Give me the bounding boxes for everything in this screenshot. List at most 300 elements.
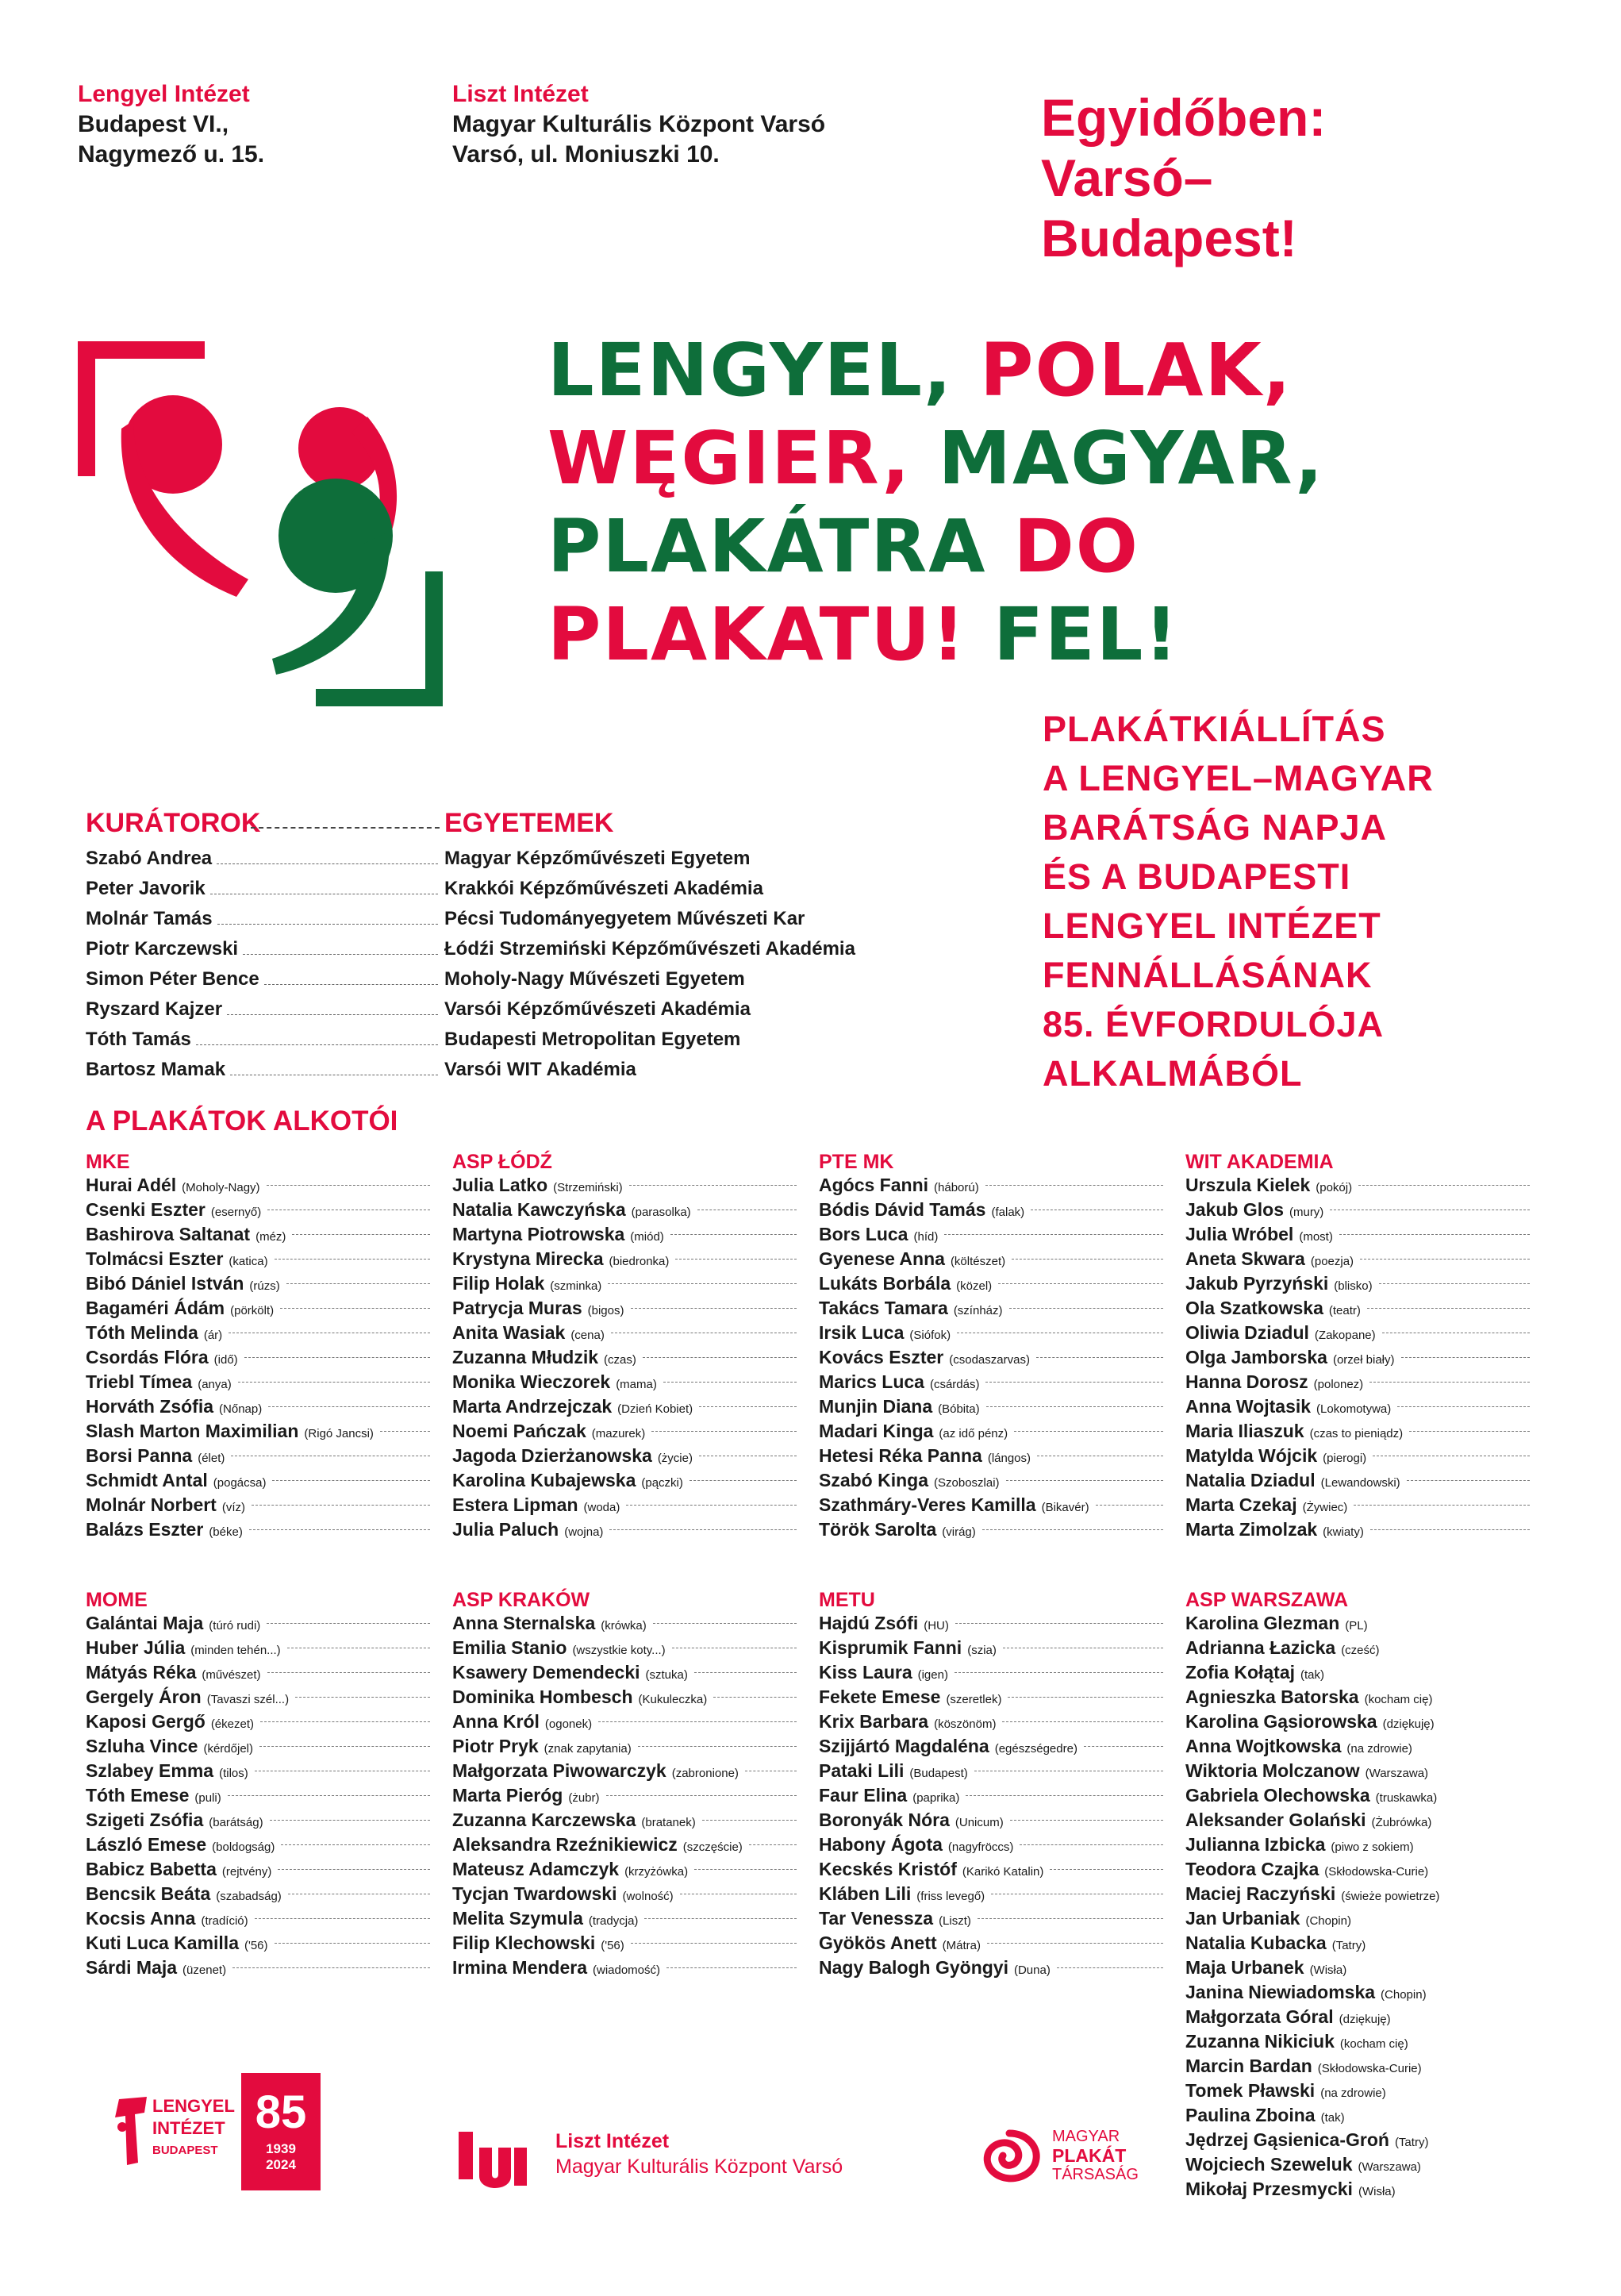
artist-poster-theme: (Tatry) (1331, 1939, 1366, 1952)
dash-leader (1367, 1308, 1530, 1309)
artist-entry (1185, 1637, 1535, 1662)
headline-word-fel: FEL! (993, 592, 1180, 677)
artist-name: Maciej Raczyński (1185, 1883, 1336, 1904)
artist-entry (86, 1637, 435, 1662)
artist-poster-theme: (zabronione) (671, 1767, 739, 1780)
curator-name: Bartosz Mamak (86, 1059, 226, 1080)
artist-poster-theme: (dziękuję) (1339, 2013, 1391, 2026)
artist-poster-theme: (mury) (1289, 1206, 1324, 1219)
artist-poster-theme: (Nőnap) (219, 1402, 263, 1416)
artist-poster-theme: (Kukuleczka) (638, 1693, 708, 1706)
artist-poster-theme: (híd) (913, 1230, 939, 1244)
artist-poster-theme: (esernyő) (210, 1206, 262, 1219)
artist-poster-theme: (kocham cię) (1364, 1693, 1433, 1706)
artist-entry (452, 1834, 801, 1859)
dash-leader (631, 1308, 797, 1309)
artist-name: Natalia Kubacka (1185, 1933, 1327, 1953)
artist-name: Slash Marton Maximilian (86, 1421, 299, 1441)
artist-entry (86, 1809, 435, 1834)
artist-poster-theme: (pörkölt) (230, 1304, 275, 1317)
artist-entry (819, 1470, 1168, 1494)
artist-entry (1185, 1809, 1535, 1834)
artist-name: Szluha Vince (86, 1736, 198, 1756)
artist-entry (819, 1809, 1168, 1834)
artist-poster-theme: (Duna) (1013, 1963, 1051, 1977)
artist-name: Karolina Gąsiorowska (1185, 1711, 1377, 1732)
artist-entry (819, 1494, 1168, 1519)
artist-name: Matylda Wójcik (1185, 1445, 1318, 1466)
dash-leader (985, 1382, 1163, 1383)
artist-poster-theme: (Karikó Katalin) (962, 1865, 1044, 1879)
artist-name: Małgorzata Piwowarczyk (452, 1760, 666, 1781)
artist-poster-theme: (wolność) (622, 1890, 674, 1903)
artist-group-title: MKE (86, 1151, 130, 1173)
anniversary-year-end: 2024 (266, 2157, 296, 2172)
artist-poster-theme: (miód) (630, 1230, 664, 1244)
artist-poster-theme: (szeretlek) (946, 1693, 1002, 1706)
dash-leader (690, 1480, 797, 1481)
artist-name: Agnieszka Batorska (1185, 1686, 1359, 1707)
artist-entry (819, 1248, 1168, 1273)
artist-name: Małgorzata Góral (1185, 2006, 1334, 2027)
artist-entry (452, 1785, 801, 1809)
artist-name: Mikołaj Przesmycki (1185, 2179, 1353, 2199)
artist-entry (86, 1859, 435, 1883)
artist-poster-theme: (Tavaszi szél...) (206, 1693, 290, 1706)
artist-name: Pataki Lili (819, 1760, 905, 1781)
artist-entry (452, 1175, 801, 1199)
artist-name: Triebl Tímea (86, 1371, 193, 1392)
lengyel-logo-line: BUDAPEST (152, 2144, 218, 2157)
artist-entry (452, 1809, 801, 1834)
artist-name: Mateusz Adamczyk (452, 1859, 620, 1879)
venue-budapest-name: Lengyel Intézet (78, 81, 250, 107)
artist-poster-theme: (piwo z sokiem) (1331, 1840, 1414, 1854)
artist-poster-theme: (nagyfröccs) (947, 1840, 1014, 1854)
artist-name: Aleksandra Rzeźnikiewicz (452, 1834, 678, 1855)
headline-word-do: DO (1013, 504, 1140, 589)
artist-name: Karolina Glezman (1185, 1613, 1340, 1633)
artist-name: Agócs Fanni (819, 1175, 929, 1195)
artist-poster-theme: (pogácsa) (213, 1476, 267, 1490)
artist-name: Hetesi Réka Panna (819, 1445, 982, 1466)
dash-leader (713, 1697, 797, 1698)
artist-poster-theme: (mama) (616, 1378, 657, 1391)
artist-group-column (86, 1587, 435, 1982)
artist-name: Marics Luca (819, 1371, 924, 1392)
artist-poster-theme: (życie) (657, 1452, 693, 1465)
artist-poster-theme: (friss levegő) (916, 1890, 985, 1903)
dash-leader (651, 1431, 797, 1432)
artist-entry (452, 1273, 801, 1298)
artist-entry (86, 1322, 435, 1347)
artist-name: Csordás Flóra (86, 1347, 209, 1367)
artist-poster-theme: (Moholy-Nagy) (182, 1181, 260, 1194)
artist-poster-theme: (katica) (229, 1255, 268, 1268)
artist-entry (1185, 1957, 1535, 1982)
artist-name: Szathmáry-Veres Kamilla (819, 1494, 1036, 1515)
artist-poster-theme: (egészségedre) (994, 1742, 1077, 1756)
tagline-line3: Budapest! (1041, 209, 1297, 267)
artist-poster-theme: (Lewandowski) (1320, 1476, 1400, 1490)
lengyel-logo-line: LENGYEL (152, 2096, 235, 2116)
artist-entry (819, 1613, 1168, 1637)
dash-leader (986, 1406, 1163, 1407)
artist-group-column (819, 1587, 1168, 1982)
artist-entry (819, 1883, 1168, 1908)
curator-university: Varsói Képzőművészeti Akadémia (444, 998, 751, 1020)
dash-leader (626, 1505, 797, 1506)
artist-name: Horváth Zsófia (86, 1396, 214, 1417)
artist-poster-theme: (Bóbita) (938, 1402, 980, 1416)
artist-poster-theme: (na zdrowie) (1346, 1742, 1412, 1756)
artist-name: Dominika Hombesch (452, 1686, 633, 1707)
artist-entry (452, 1613, 801, 1637)
artist-poster-theme: (tradycja) (588, 1914, 639, 1928)
artist-entry (1185, 1711, 1535, 1736)
artist-name: Gergely Áron (86, 1686, 202, 1707)
dash-leader (270, 1820, 430, 1821)
artist-name: Zuzanna Karczewska (452, 1809, 636, 1830)
artist-poster-theme: (Rigó Jancsi) (304, 1427, 374, 1440)
artist-entry (86, 1347, 435, 1371)
artist-entry (86, 1613, 435, 1637)
artist-name: Julia Wróbel (1185, 1224, 1294, 1244)
dash-leader (268, 1406, 430, 1407)
dash-leader (249, 1529, 430, 1530)
artist-name: Julia Paluch (452, 1519, 559, 1540)
artist-name: Sárdi Maja (86, 1957, 178, 1978)
artist-entry (819, 1421, 1168, 1445)
artist-entry (1185, 1421, 1535, 1445)
artist-name: László Emese (86, 1834, 207, 1855)
dash-leader (1010, 1820, 1163, 1821)
artist-entry (1185, 2129, 1535, 2154)
artist-name: Csenki Eszter (86, 1199, 206, 1220)
artist-poster-theme: (truskawka) (1375, 1791, 1438, 1805)
curator-university: Krakkói Képzőművészeti Akadémia (444, 878, 763, 899)
artist-poster-theme: (köszönöm) (934, 1717, 997, 1731)
artist-name: Kláben Lili (819, 1883, 912, 1904)
dash-leader (663, 1382, 797, 1383)
dash-leader (380, 1431, 430, 1432)
artist-entry (86, 1957, 435, 1982)
artist-entry (452, 1445, 801, 1470)
dash-leader (1020, 1844, 1163, 1845)
dash-leader (292, 1234, 430, 1235)
artist-group-title: METU (819, 1589, 875, 1611)
artist-entry (819, 1736, 1168, 1760)
venue-budapest-line2: Nagymező u. 15. (78, 141, 265, 167)
artist-poster-theme: (żubr) (568, 1791, 600, 1805)
artist-poster-theme: (Skłodowska-Curie) (1324, 1865, 1429, 1879)
curator-dash-leader (217, 863, 438, 864)
artist-name: Jakub Pyrzyński (1185, 1273, 1329, 1294)
artist-name: Borsi Panna (86, 1445, 193, 1466)
artist-name: Teodora Czajka (1185, 1859, 1319, 1879)
dash-leader (275, 1259, 430, 1260)
artist-entry (452, 1908, 801, 1933)
artist-poster-theme: (kérdőjel) (203, 1742, 253, 1756)
dash-leader (1008, 1697, 1163, 1698)
artist-poster-theme: (Chopin) (1381, 1988, 1427, 2002)
dash-leader (238, 1382, 430, 1383)
artist-name: Estera Lipman (452, 1494, 578, 1515)
curator-dash-leader (196, 1044, 438, 1045)
artist-entry (86, 1298, 435, 1322)
artist-poster-theme: (Tatry) (1394, 2136, 1429, 2149)
artist-group-column (452, 1149, 801, 1544)
dash-leader (1354, 1505, 1530, 1506)
artist-name: Tóth Emese (86, 1785, 190, 1806)
dash-leader (267, 1623, 430, 1624)
curator-dash-leader (227, 1014, 438, 1015)
curator-university: Varsói WIT Akadémia (444, 1059, 636, 1080)
artist-entry (86, 1396, 435, 1421)
artist-name: Piotr Pryk (452, 1736, 539, 1756)
artist-entry (86, 1834, 435, 1859)
dash-leader (702, 1820, 797, 1821)
artist-entry (1185, 1933, 1535, 1957)
dash-leader (1339, 1234, 1530, 1235)
headline-word-lengyel: LENGYEL, (547, 328, 953, 413)
artist-poster-theme: (barátság) (209, 1816, 263, 1829)
artist-poster-theme: (tak) (1320, 2111, 1345, 2125)
artist-poster-theme: (Warszawa) (1365, 1767, 1429, 1780)
artist-poster-theme: (PL) (1345, 1619, 1368, 1633)
artist-name: Anna Wojtasik (1185, 1396, 1312, 1417)
artist-entry (452, 1686, 801, 1711)
artist-entry (86, 1421, 435, 1445)
artist-name: Szlabey Emma (86, 1760, 214, 1781)
artist-poster-theme: (wojna) (564, 1525, 604, 1539)
dash-leader (1358, 1185, 1530, 1186)
tagline (1041, 87, 1326, 268)
dash-leader (286, 1283, 430, 1284)
artist-poster-theme: (most) (1299, 1230, 1333, 1244)
artist-poster-theme: (Wisła) (1358, 2185, 1396, 2198)
artist-poster-theme: (Szoboszlai) (934, 1476, 1000, 1490)
curator-dash-leader (264, 984, 438, 985)
artist-name: Tar Venessza (819, 1908, 934, 1929)
artist-name: Irsik Luca (819, 1322, 905, 1343)
artist-poster-theme: (lángos) (987, 1452, 1031, 1465)
dash-leader (694, 1672, 797, 1673)
artist-name: Tóth Melinda (86, 1322, 198, 1343)
artist-poster-theme: (znak zapytania) (544, 1742, 632, 1756)
subtitle-line: FENNÁLLÁSÁNAK (1043, 955, 1373, 995)
artist-poster-theme: (Skłodowska-Curie) (1317, 2062, 1422, 2075)
artist-name: Gyökös Anett (819, 1933, 937, 1953)
artist-poster-theme: (túró rudi) (209, 1619, 261, 1633)
artist-entry (1185, 2179, 1535, 2203)
dash-leader (978, 1918, 1163, 1919)
artist-name: Maria Iliaszuk (1185, 1421, 1304, 1441)
artist-name: Patrycja Muras (452, 1298, 582, 1318)
artist-name: Natalia Kawczyńska (452, 1199, 626, 1220)
artist-entry (452, 1760, 801, 1785)
artist-poster-theme: (háború) (934, 1181, 979, 1194)
dash-leader (998, 1283, 1163, 1284)
artist-name: Kisprumik Fanni (819, 1637, 962, 1658)
artist-poster-theme: (polonez) (1313, 1378, 1364, 1391)
liszt-logo-line2: Magyar Kulturális Központ Varsó (555, 2156, 843, 2178)
dash-leader (228, 1795, 430, 1796)
artist-name: Jan Urbaniak (1185, 1908, 1300, 1929)
tagline-line1: Egyidőben: (1041, 88, 1327, 147)
dash-leader (966, 1795, 1163, 1796)
artist-entry (1185, 1686, 1535, 1711)
artist-entry (1185, 1175, 1535, 1199)
artist-name: Olga Jamborska (1185, 1347, 1327, 1367)
venue-warsaw (452, 79, 825, 170)
artist-poster-theme: (Żubrówka) (1371, 1816, 1432, 1829)
artist-entry (86, 1662, 435, 1686)
artist-name: Oliwia Dziadul (1185, 1322, 1309, 1343)
artist-poster-theme: (biedronka) (609, 1255, 670, 1268)
artist-poster-theme: (tak) (1300, 1668, 1325, 1682)
artist-name: Jędrzej Gąsienica-Groń (1185, 2129, 1389, 2150)
artist-group-title: ASP ŁÓDŹ (452, 1151, 552, 1173)
dash-leader (606, 1795, 797, 1796)
artist-poster-theme: (csárdás) (929, 1378, 980, 1391)
artist-poster-theme: (parasolka) (631, 1206, 691, 1219)
artist-poster-theme: (sztuka) (645, 1668, 688, 1682)
artist-poster-theme: (szabadság) (216, 1890, 282, 1903)
anniversary-number: 85 (255, 2086, 307, 2138)
curator-name: Tóth Tamás (86, 1029, 191, 1050)
artists-title: A PLAKÁTOK ALKOTÓI (86, 1106, 398, 1136)
headline-line2 (547, 414, 1324, 502)
artist-name: Fekete Emese (819, 1686, 941, 1707)
artist-poster-theme: (Warszawa) (1358, 2160, 1421, 2174)
artist-poster-theme: (wszystkie koty...) (572, 1644, 666, 1657)
quote-marks-logo-icon (78, 341, 443, 706)
artist-entry (1185, 2006, 1535, 2031)
dash-leader (653, 1623, 797, 1624)
headline-line4 (547, 590, 1324, 679)
dash-leader (1002, 1721, 1163, 1722)
curator-name: Szabó Andrea (86, 848, 213, 869)
artist-entry (452, 1662, 801, 1686)
artist-poster-theme: (blisko) (1334, 1279, 1373, 1293)
dash-leader (272, 1480, 430, 1481)
artist-entry (1185, 1445, 1535, 1470)
artist-poster-theme: (krzyżówka) (624, 1865, 689, 1879)
artist-group-title: MOME (86, 1589, 148, 1611)
artist-poster-theme: (cena) (570, 1329, 605, 1342)
artist-entry (1185, 1396, 1535, 1421)
artist-name: Kecskés Kristóf (819, 1859, 957, 1879)
dash-leader (1360, 1259, 1530, 1260)
artist-poster-theme: (Zakopane) (1314, 1329, 1376, 1342)
dash-leader (955, 1672, 1163, 1673)
artist-poster-theme: (bigos) (587, 1304, 624, 1317)
artist-poster-theme: (Wisła) (1309, 1963, 1347, 1977)
artist-poster-theme: (Mátra) (942, 1939, 981, 1952)
artist-poster-theme: (woda) (583, 1501, 620, 1514)
artist-entry (1185, 1273, 1535, 1298)
artist-entry (819, 1686, 1168, 1711)
artist-entry (452, 1347, 801, 1371)
artist-poster-theme: (Liszt) (939, 1914, 971, 1928)
venue-budapest (78, 79, 264, 170)
dash-leader (1084, 1746, 1163, 1747)
dash-leader (1009, 1308, 1164, 1309)
artist-name: Galántai Maja (86, 1613, 204, 1633)
artist-poster-theme: (krówka) (601, 1619, 647, 1633)
artist-name: Krystyna Mirecka (452, 1248, 604, 1269)
dash-leader (1409, 1431, 1530, 1432)
artist-name: Gyenese Anna (819, 1248, 945, 1269)
curator-name: Peter Javorik (86, 878, 206, 899)
artist-entry (86, 1883, 435, 1908)
artist-entry (86, 1470, 435, 1494)
dash-leader (749, 1844, 797, 1845)
artist-name: Kovács Eszter (819, 1347, 944, 1367)
artist-name: Lukáts Borbála (819, 1273, 951, 1294)
artist-entry (1185, 1371, 1535, 1396)
artist-name: Melita Szymula (452, 1908, 583, 1929)
artist-entry (452, 1224, 801, 1248)
artist-name: Julia Latko (452, 1175, 548, 1195)
dash-leader (643, 1357, 797, 1358)
artist-entry (452, 1396, 801, 1421)
artist-poster-theme: (mazurek) (591, 1427, 646, 1440)
artist-name: Aneta Skwara (1185, 1248, 1305, 1269)
dash-leader (675, 1259, 797, 1260)
artist-entry (1185, 1613, 1535, 1637)
subtitle-line: BARÁTSÁG NAPJA (1043, 807, 1388, 848)
headline-word-magyar: MAGYAR, (938, 416, 1325, 501)
mpt-line3: TÁRSASÁG (1052, 2166, 1139, 2183)
dash-leader (1397, 1406, 1530, 1407)
artist-entry (452, 1371, 801, 1396)
artist-name: Anna Wojtkowska (1185, 1736, 1342, 1756)
dash-leader (944, 1234, 1163, 1235)
artist-name: Kaposi Gergő (86, 1711, 206, 1732)
artist-entry (819, 1175, 1168, 1199)
artist-name: Anna Sternalska (452, 1613, 596, 1633)
anniversary-year-start: 1939 (266, 2141, 296, 2156)
artist-name: Wiktoria Molczanow (1185, 1760, 1360, 1781)
artist-entry (86, 1445, 435, 1470)
artist-entry (819, 1347, 1168, 1371)
artist-entry (1185, 2056, 1535, 2080)
artist-entry (1185, 2031, 1535, 2056)
artist-poster-theme: (czas) (604, 1353, 636, 1367)
artist-poster-theme: (Strzemiński) (553, 1181, 623, 1194)
artist-poster-theme: (tradíció) (201, 1914, 248, 1928)
subtitle-line: A LENGYEL–MAGYAR (1043, 758, 1434, 798)
artist-name: Molnár Norbert (86, 1494, 217, 1515)
artist-poster-theme: (igen) (917, 1668, 948, 1682)
artist-poster-theme: (kocham cię) (1339, 2037, 1408, 2051)
artist-entry (86, 1760, 435, 1785)
dash-leader (1379, 1283, 1530, 1284)
artist-name: Babicz Babetta (86, 1859, 217, 1879)
headline-word-wegier: WĘGIER, (547, 416, 912, 501)
artist-poster-theme: (tilos) (219, 1767, 248, 1780)
lengyel-intezet-logo (111, 2087, 235, 2175)
tagline-line2: Varsó– (1041, 148, 1213, 207)
artist-name: Marcin Bardan (1185, 2056, 1312, 2076)
dash-leader (1401, 1357, 1531, 1358)
artist-entry (86, 1785, 435, 1809)
artist-poster-theme: (csodaszarvas) (949, 1353, 1030, 1367)
artist-entry (819, 1957, 1168, 1982)
artist-name: Boronyák Nóra (819, 1809, 950, 1830)
